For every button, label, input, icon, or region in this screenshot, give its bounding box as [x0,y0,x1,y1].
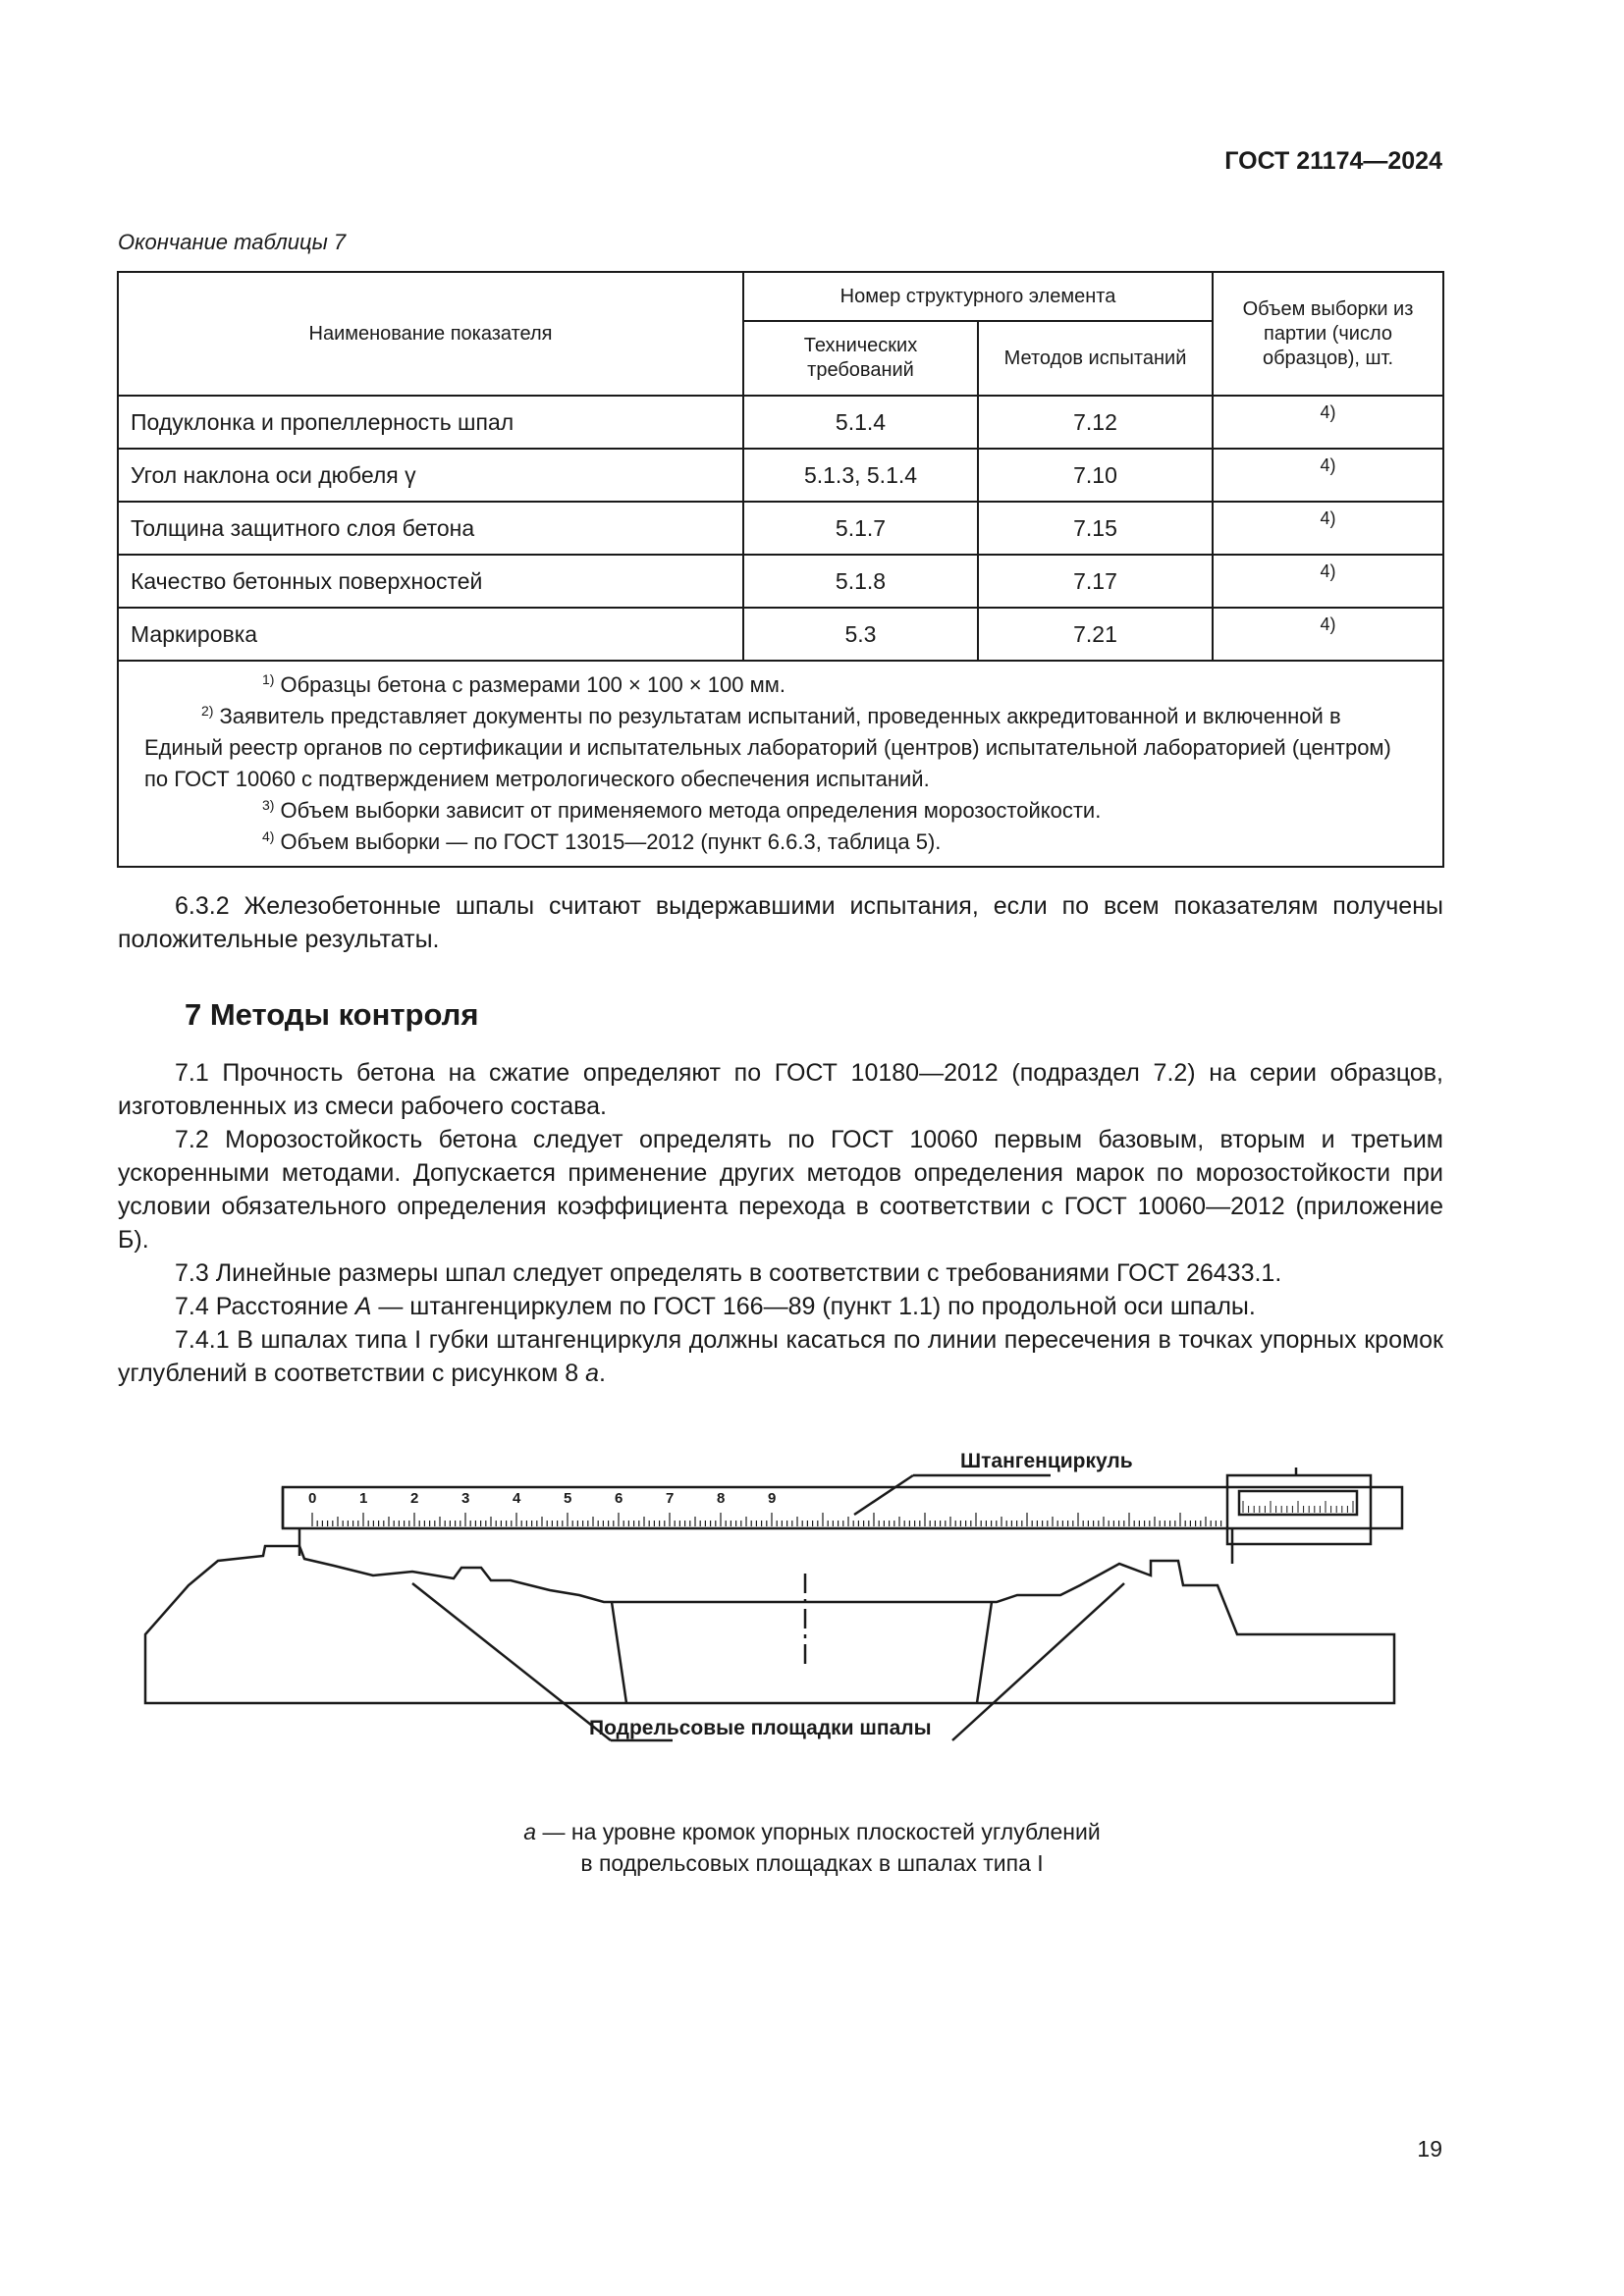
footnote: $^{4)}$ Объем выборки — по ГОСТ 13015—2012 (пункт 6.6.3, таблица 5). [262,828,942,854]
row-method: 7.10 [978,449,1213,502]
header-method: Методов испытаний [978,321,1213,396]
row-name: Угол наклона оси дюбеля γ [118,449,743,502]
paragraph: 7.3 Линейные размеры шпал следует определять в соответствии с требованиями ГОСТ 26433.1. [175,1259,1282,1287]
indicators-table [117,271,1444,868]
row-name: Подуклонка и пропеллерность шпал [118,396,743,449]
row-name: Толщина защитного слоя бетона [118,502,743,555]
row-name: Качество бетонных поверхностей [118,555,743,608]
document-code: ГОСТ 21174—2024 [1224,147,1442,175]
row-method: 7.15 [978,502,1213,555]
paragraph: 7.2 Морозостойкость бетона следует определять по ГОСТ 10060 первым базовым, вторым и третьим ускоренными методами. Допускается применение других методов определения марок по морозостойкости при условии обязательного определения коэффициента перехода в соответствии с ГОСТ 10060—2012 (приложение Б). [118,1126,1443,1254]
row-tech: 5.1.4 [743,396,978,449]
row-method: 7.17 [978,555,1213,608]
figure-caption: а — на уровне кромок упорных плоскостей углублений в подрельсовых площадках в шпалах типа I [523,1819,1101,1876]
scale-number: 4 [513,1490,521,1507]
label-caliper: Штангенциркуль [960,1450,1133,1472]
scale-number: 5 [564,1490,572,1507]
scale-number: 9 [768,1490,777,1507]
paragraph-6-3-2: 6.3.2 Железобетонные шпалы считают выдержавшими испытания, если по всем показателям получены положительные результаты. [118,892,1443,953]
section-body [118,1056,1443,1390]
row-tech: 5.1.3, 5.1.4 [743,449,978,502]
paragraph: 7.1 Прочность бетона на сжатие определяют по ГОСТ 10180—2012 (подраздел 7.2) на серии образцов, изготовленных из смеси рабочего состава. [118,1059,1443,1120]
scale-number: 3 [461,1490,470,1507]
page-number: 19 [1417,2136,1442,2162]
table-row [118,555,1443,608]
table-row [118,449,1443,502]
header-name: Наименование показателя [118,272,743,396]
label-pads: Подрельсовые площадки шпалы [589,1717,932,1739]
caliper-diagram [137,1448,1434,1782]
paragraph: 7.4.1 В шпалах типа I губки штангенциркуля должны касаться по линии пересечения в точках упорных кромок углублений в соответствии с рисунком 8 а. [118,1326,1443,1387]
scale-number: 8 [717,1490,726,1507]
scale-number: 1 [359,1490,368,1507]
row-tech: 5.1.7 [743,502,978,555]
header-group: Номер структурного элемента [743,272,1213,321]
row-method: 7.12 [978,396,1213,449]
section-title: 7 Методы контроля [185,997,479,1032]
row-sample: 4) [1320,508,1336,528]
footnote: $^{2)}$ Заявитель представляет документы по результатам испытаний, проведенных аккредитованной и включенной в Единый реестр органов по сертификации и испытательных лабораторий (центров) испытательной лабораторией (центром) по ГОСТ 10060 с подтверждением метрологического обеспечения испытаний. [144,702,1391,791]
table-caption: Окончание таблицы 7 [118,230,347,254]
scale-number: 7 [666,1490,675,1507]
header-sample: Объем выборки из партии (число образцов), шт. [1213,272,1443,396]
row-sample: 4) [1320,561,1336,581]
row-tech: 5.1.8 [743,555,978,608]
table-row [118,396,1443,449]
footnote: $^{3)}$ Объем выборки зависит от применяемого метода определения морозостойкости. [262,796,1102,823]
row-sample: 4) [1320,455,1336,475]
row-sample: 4) [1320,614,1336,634]
table-row [118,502,1443,555]
row-tech: 5.3 [743,608,978,661]
paragraph: 7.4 Расстояние А — штангенциркулем по ГОСТ 166—89 (пункт 1.1) по продольной оси шпалы. [175,1293,1256,1320]
table-row [118,608,1443,661]
row-sample: 4) [1320,402,1336,422]
figure-caliper [137,1448,1434,1787]
scale-number: 0 [308,1490,317,1507]
row-method: 7.21 [978,608,1213,661]
footnote: $^{1)}$ Образцы бетона с размерами 100 × 100 × 100 мм. [262,670,785,697]
scale-number: 2 [410,1490,419,1507]
header-tech: Технических требований [743,321,978,396]
table-footnotes [118,661,1443,867]
row-name: Маркировка [118,608,743,661]
scale-number: 6 [615,1490,623,1507]
